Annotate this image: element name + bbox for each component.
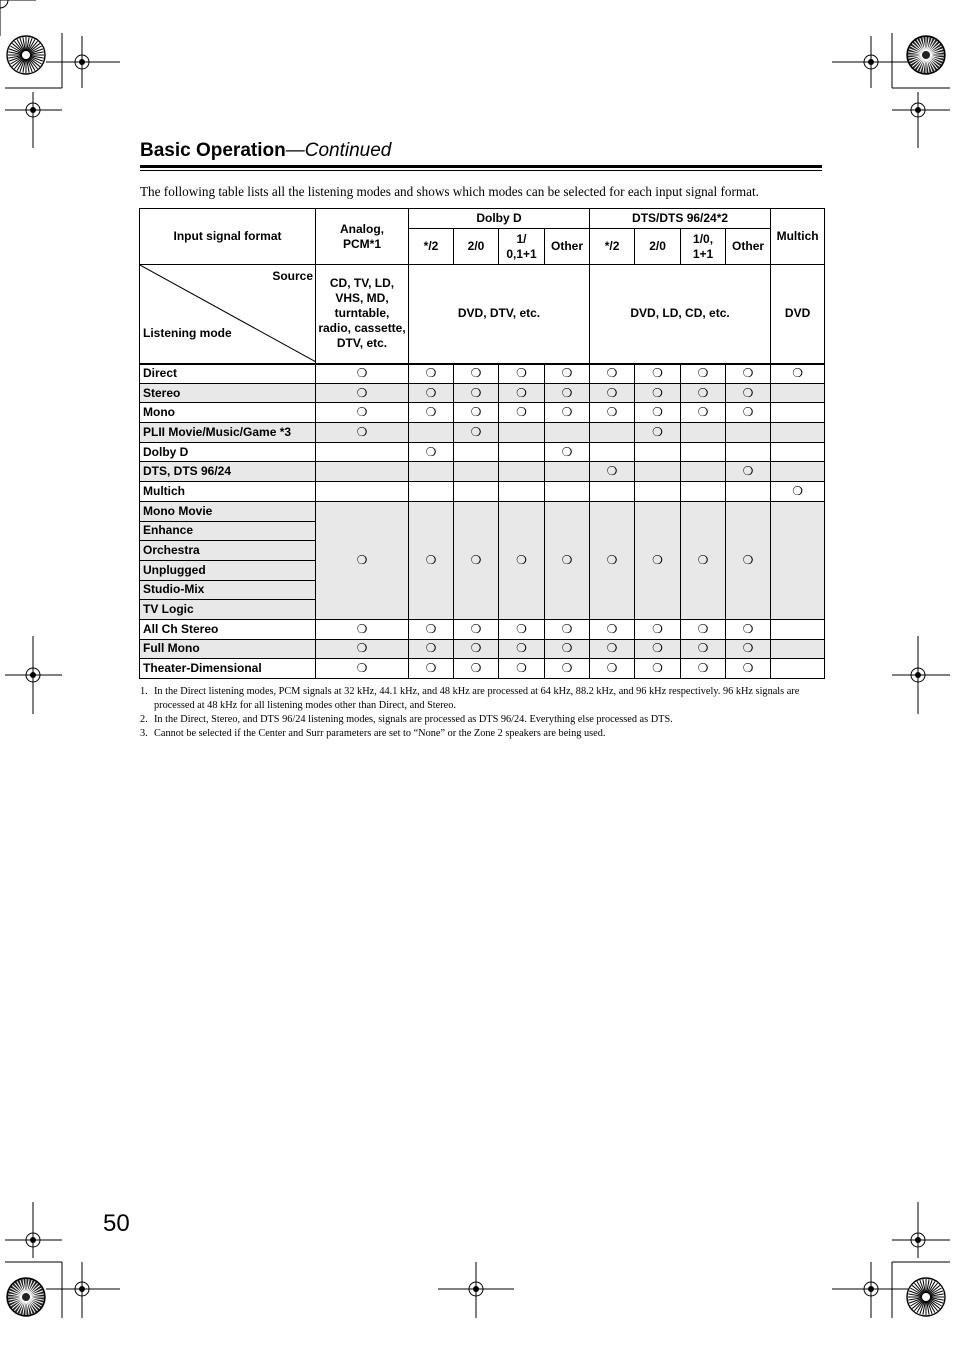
support-mark: ❍ xyxy=(545,403,590,423)
support-mark xyxy=(499,462,545,482)
support-mark xyxy=(316,462,409,482)
support-mark: ❍ xyxy=(316,639,409,659)
support-mark: ❍ xyxy=(409,442,454,462)
footnotes xyxy=(140,685,830,741)
support-mark: ❍ xyxy=(545,442,590,462)
support-mark: ❍ xyxy=(590,383,635,403)
intro-paragraph: The following table lists all the listening modes and shows which modes can be selected for each input signal format. xyxy=(140,184,759,199)
support-mark: ❍ xyxy=(681,364,726,384)
support-mark: ❍ xyxy=(409,403,454,423)
support-mark xyxy=(499,442,545,462)
support-mark: ❍ xyxy=(635,383,681,403)
header-rule-thin xyxy=(140,170,822,171)
support-mark: ❍ xyxy=(726,403,771,423)
analog-source: CD, TV, LD, VHS, MD, turntable, radio, cassette, DTV, etc. xyxy=(316,265,409,364)
support-mark: ❍ xyxy=(726,364,771,384)
support-mark: ❍ xyxy=(316,423,409,443)
support-mark: ❍ xyxy=(409,383,454,403)
support-mark: ❍ xyxy=(499,403,545,423)
header-sub-dts-3: 1/0, 1+1 xyxy=(681,229,726,265)
support-mark: ❍ xyxy=(454,639,499,659)
listening-mode-name: TV Logic xyxy=(140,600,316,620)
support-mark xyxy=(635,462,681,482)
support-mark: ❍ xyxy=(316,619,409,639)
listening-mode-name: Mono Movie xyxy=(140,501,316,521)
support-mark xyxy=(409,482,454,502)
support-mark: ❍ xyxy=(409,639,454,659)
title-continued: —Continued xyxy=(285,140,392,161)
support-mark: ❍ xyxy=(590,462,635,482)
support-mark: ❍ xyxy=(409,619,454,639)
support-mark: ❍ xyxy=(590,619,635,639)
header-dts: DTS/DTS 96/24*2 xyxy=(590,209,771,229)
support-mark: ❍ xyxy=(635,619,681,639)
support-mark: ❍ xyxy=(545,501,590,619)
listening-mode-label: Listening mode xyxy=(143,326,232,341)
footnote-2 xyxy=(140,713,830,727)
table-row xyxy=(140,501,825,521)
footnote-number: 2. xyxy=(140,714,148,725)
listening-mode-name: PLII Movie/Music/Game *3 xyxy=(140,423,316,443)
header-sub-dts-4: Other xyxy=(726,229,771,265)
support-mark: ❍ xyxy=(454,423,499,443)
title-text: Basic Operation xyxy=(140,140,286,161)
table-row xyxy=(140,619,825,639)
support-mark: ❍ xyxy=(409,659,454,679)
support-mark xyxy=(771,659,825,679)
support-mark xyxy=(590,482,635,502)
header-analog: Analog, PCM*1 xyxy=(316,209,409,265)
support-mark xyxy=(545,482,590,502)
header-rule-thick xyxy=(140,165,822,168)
listening-mode-name: Mono xyxy=(140,403,316,423)
listening-mode-name: Dolby D xyxy=(140,442,316,462)
support-mark: ❍ xyxy=(771,482,825,502)
header-sub-dolby-2: 2/0 xyxy=(454,229,499,265)
support-mark: ❍ xyxy=(499,383,545,403)
listening-mode-name: Enhance xyxy=(140,521,316,541)
footnote-number: 3. xyxy=(140,728,148,739)
table-row xyxy=(140,423,825,443)
header-sub-dolby-1: */2 xyxy=(409,229,454,265)
source-listening-mode-cell xyxy=(140,265,316,364)
support-mark: ❍ xyxy=(499,639,545,659)
listening-mode-name: Stereo xyxy=(140,383,316,403)
support-mark: ❍ xyxy=(409,364,454,384)
support-mark: ❍ xyxy=(499,501,545,619)
table-row xyxy=(140,383,825,403)
support-mark: ❍ xyxy=(545,619,590,639)
table-row xyxy=(140,659,825,679)
table-row xyxy=(140,639,825,659)
support-mark xyxy=(771,423,825,443)
support-mark xyxy=(681,462,726,482)
support-mark: ❍ xyxy=(635,403,681,423)
support-mark: ❍ xyxy=(590,501,635,619)
support-mark xyxy=(771,639,825,659)
table-row xyxy=(140,403,825,423)
support-mark: ❍ xyxy=(454,501,499,619)
support-mark: ❍ xyxy=(635,659,681,679)
support-mark: ❍ xyxy=(545,383,590,403)
listening-mode-name: Multich xyxy=(140,482,316,502)
support-mark: ❍ xyxy=(681,639,726,659)
support-mark xyxy=(499,482,545,502)
header-multich: Multich xyxy=(771,209,825,265)
listening-mode-name: Theater-Dimensional xyxy=(140,659,316,679)
footnote-1 xyxy=(140,685,830,713)
listening-mode-name: Orchestra xyxy=(140,541,316,561)
footnote-text: Cannot be selected if the Center and Surr parameters are set to “None” or the Zone 2 speakers are being used. xyxy=(154,728,606,739)
support-mark xyxy=(726,442,771,462)
table-row xyxy=(140,442,825,462)
support-mark xyxy=(454,442,499,462)
multich-source: DVD xyxy=(771,265,825,364)
support-mark: ❍ xyxy=(316,383,409,403)
support-mark: ❍ xyxy=(316,501,409,619)
support-mark: ❍ xyxy=(635,423,681,443)
support-mark: ❍ xyxy=(681,383,726,403)
support-mark xyxy=(316,482,409,502)
listening-mode-name: Direct xyxy=(140,364,316,384)
support-mark xyxy=(681,482,726,502)
support-mark: ❍ xyxy=(454,619,499,639)
support-mark: ❍ xyxy=(409,501,454,619)
dts-source: DVD, LD, CD, etc. xyxy=(590,265,771,364)
support-mark xyxy=(726,423,771,443)
support-mark: ❍ xyxy=(590,639,635,659)
support-mark: ❍ xyxy=(635,364,681,384)
table-row xyxy=(140,482,825,502)
support-mark xyxy=(635,482,681,502)
support-mark xyxy=(726,482,771,502)
support-mark: ❍ xyxy=(454,659,499,679)
listening-mode-name: All Ch Stereo xyxy=(140,619,316,639)
support-mark xyxy=(771,462,825,482)
support-mark: ❍ xyxy=(681,659,726,679)
support-mark: ❍ xyxy=(499,619,545,639)
support-mark xyxy=(590,423,635,443)
support-mark: ❍ xyxy=(499,364,545,384)
listening-modes-table xyxy=(139,208,825,679)
support-mark xyxy=(771,442,825,462)
support-mark: ❍ xyxy=(681,619,726,639)
header-input-signal-format: Input signal format xyxy=(140,209,316,265)
support-mark xyxy=(409,423,454,443)
support-mark xyxy=(590,442,635,462)
support-mark xyxy=(771,383,825,403)
support-mark: ❍ xyxy=(316,364,409,384)
support-mark: ❍ xyxy=(681,501,726,619)
support-mark: ❍ xyxy=(681,403,726,423)
support-mark: ❍ xyxy=(635,639,681,659)
section-title xyxy=(140,139,822,163)
page-number: 50 xyxy=(103,1210,130,1237)
support-mark xyxy=(681,423,726,443)
header-sub-dolby-4: Other xyxy=(545,229,590,265)
support-mark xyxy=(545,423,590,443)
dolby-source: DVD, DTV, etc. xyxy=(409,265,590,364)
support-mark: ❍ xyxy=(590,364,635,384)
table-row xyxy=(140,462,825,482)
support-mark: ❍ xyxy=(726,659,771,679)
support-mark: ❍ xyxy=(545,364,590,384)
support-mark xyxy=(771,619,825,639)
support-mark xyxy=(681,442,726,462)
support-mark xyxy=(454,462,499,482)
footnote-3 xyxy=(140,727,830,741)
listening-mode-name: Studio-Mix xyxy=(140,580,316,600)
support-mark: ❍ xyxy=(771,364,825,384)
section-header xyxy=(140,139,822,163)
support-mark: ❍ xyxy=(590,659,635,679)
support-mark xyxy=(316,442,409,462)
footnote-text: In the Direct listening modes, PCM signals at 32 kHz, 44.1 kHz, and 48 kHz are processed at 64 kHz, 88.2 kHz, and 96 kHz respectively. 96 kHz signals are processed at 48 kHz for all listening modes other than Direct, and Stereo. xyxy=(154,686,800,711)
header-sub-dolby-3: 1/ 0,1+1 xyxy=(499,229,545,265)
support-mark: ❍ xyxy=(499,659,545,679)
header-sub-dts-1: */2 xyxy=(590,229,635,265)
support-mark: ❍ xyxy=(726,501,771,619)
footnote-number: 1. xyxy=(140,686,148,697)
support-mark: ❍ xyxy=(545,639,590,659)
support-mark: ❍ xyxy=(726,639,771,659)
support-mark: ❍ xyxy=(454,383,499,403)
listening-mode-name: Full Mono xyxy=(140,639,316,659)
header-sub-dts-2: 2/0 xyxy=(635,229,681,265)
support-mark xyxy=(771,403,825,423)
support-mark: ❍ xyxy=(454,364,499,384)
support-mark: ❍ xyxy=(316,403,409,423)
support-mark: ❍ xyxy=(316,659,409,679)
support-mark xyxy=(545,462,590,482)
header-dolby-d: Dolby D xyxy=(409,209,590,229)
support-mark xyxy=(499,423,545,443)
listening-mode-name: Unplugged xyxy=(140,560,316,580)
support-mark: ❍ xyxy=(635,501,681,619)
footnote-text: In the Direct, Stereo, and DTS 96/24 listening modes, signals are processed as DTS 96/24. Everything else processed as DTS. xyxy=(154,714,673,725)
support-mark: ❍ xyxy=(590,403,635,423)
support-mark: ❍ xyxy=(454,403,499,423)
support-mark: ❍ xyxy=(726,619,771,639)
support-mark xyxy=(635,442,681,462)
support-mark xyxy=(409,462,454,482)
support-mark xyxy=(771,501,825,619)
support-mark: ❍ xyxy=(726,383,771,403)
support-mark: ❍ xyxy=(545,659,590,679)
source-label: Source xyxy=(272,269,313,284)
support-mark xyxy=(454,482,499,502)
table-row xyxy=(140,364,825,384)
listening-mode-name: DTS, DTS 96/24 xyxy=(140,462,316,482)
support-mark: ❍ xyxy=(726,462,771,482)
